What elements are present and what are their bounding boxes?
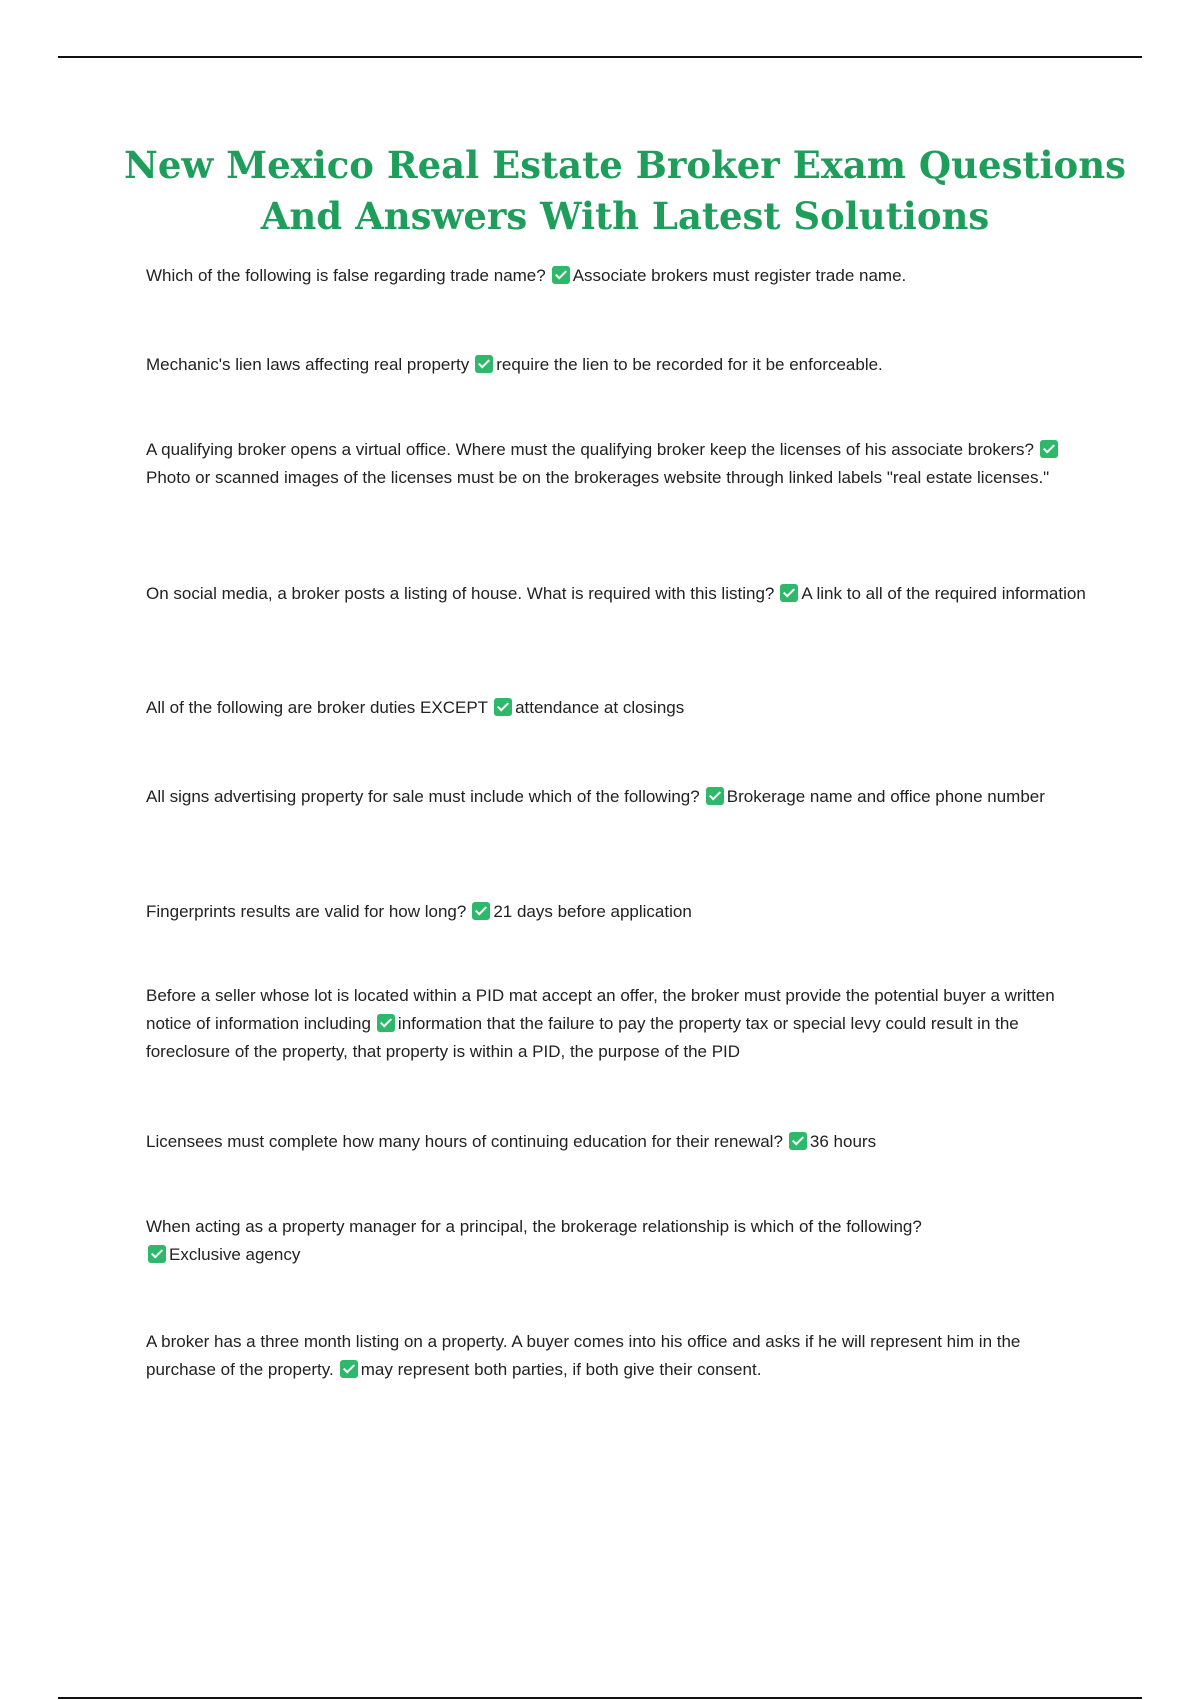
question-text: On social media, a broker posts a listing of house. What is required with this listing? [146,584,775,603]
bottom-rule [58,1697,1142,1699]
green-checkbox-icon [472,902,490,920]
qa-item [146,1328,1086,1384]
qa-item [146,580,1086,608]
green-checkbox-icon [340,1360,358,1378]
question-text: All of the following are broker duties EXCEPT [146,698,489,717]
answer-text: Exclusive agency [169,1245,301,1264]
qa-item [146,694,1086,722]
top-rule [58,56,1142,58]
answer-text: 21 days before application [493,902,692,921]
answer-text: A link to all of the required information [801,584,1086,603]
green-checkbox-icon [1040,440,1058,458]
green-checkbox-icon [552,266,570,284]
green-checkbox-icon [789,1132,807,1150]
qa-item [146,262,1086,290]
qa-item [146,1213,1086,1269]
answer-text: Brokerage name and office phone number [726,787,1045,806]
question-text: A qualifying broker opens a virtual office. Where must the qualifying broker keep the licenses of his associate brokers? [146,440,1034,459]
qa-item [146,351,1086,379]
answer-text: Associate brokers must register trade name. [572,266,907,285]
answer-text: attendance at closings [515,698,685,717]
question-text: Fingerprints results are valid for how long? [146,902,467,921]
question-text: All signs advertising property for sale must include which of the following? [146,787,700,806]
answer-text: may represent both parties, if both give their consent. [360,1360,762,1379]
document-title: New Mexico Real Estate Broker Exam Questions And Answers With Latest Solutions [124,143,1126,238]
answer-text: Photo or scanned images of the licenses must be on the brokerages website through linked labels "real estate licenses." [146,468,1050,487]
green-checkbox-icon [706,787,724,805]
answer-text: 36 hours [809,1132,877,1151]
qa-item [146,783,1086,811]
qa-item [146,436,1086,492]
question-text: Before a seller whose lot is located within a PID mat accept an offer, the broker must provide the potential buyer a written notice of information including [146,986,1055,1033]
green-checkbox-icon [780,584,798,602]
question-text: A broker has a three month listing on a property. A buyer comes into his office and asks if he will represent him in the purchase of the property. [146,1332,1021,1379]
green-checkbox-icon [377,1014,395,1032]
green-checkbox-icon [475,355,493,373]
answer-text: information that the failure to pay the property tax or special levy could result in the foreclosure of the property, that property is within a PID, the purpose of the PID [146,1014,1019,1061]
green-checkbox-icon [148,1245,166,1263]
qa-item [146,898,1086,926]
question-text: When acting as a property manager for a principal, the brokerage relationship is which of the following? [146,1217,922,1236]
qa-item [146,1128,1086,1156]
question-text: Licensees must complete how many hours of continuing education for their renewal? [146,1132,783,1151]
green-checkbox-icon [494,698,512,716]
answer-text: require the lien to be recorded for it be enforceable. [496,355,883,374]
qa-item [146,982,1086,1066]
question-text: Mechanic's lien laws affecting real property [146,355,470,374]
question-text: Which of the following is false regarding trade name? [146,266,546,285]
